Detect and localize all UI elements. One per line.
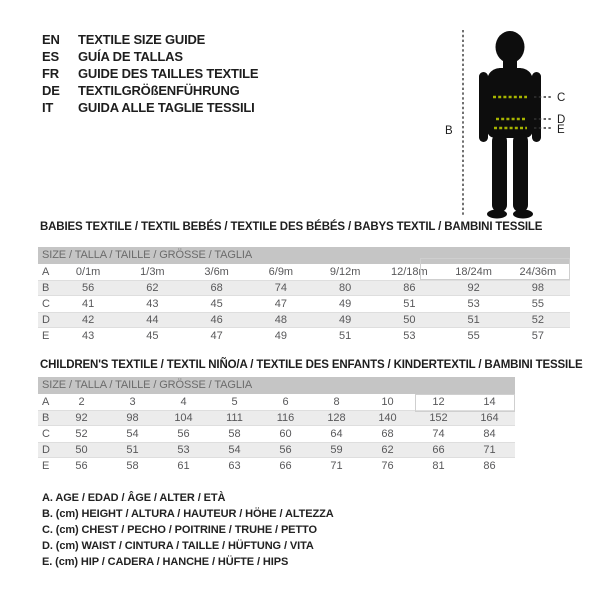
size-cell: 52 (531, 314, 544, 326)
size-cell: 66 (432, 444, 445, 456)
size-cell: 43 (82, 330, 95, 342)
table-row (38, 442, 515, 458)
size-cell: 42 (82, 314, 95, 326)
size-cell: 18/24m (455, 266, 492, 278)
measurement-legend (42, 490, 334, 570)
children-table-body (38, 394, 515, 474)
size-cell: 128 (327, 412, 346, 424)
language-row (42, 82, 258, 99)
hip-label: E (557, 124, 565, 136)
size-cell: 24/36m (519, 266, 557, 278)
language-row (42, 99, 258, 116)
size-cell: 9/12m (329, 266, 361, 278)
language-title-list (42, 31, 258, 116)
size-cell: 53 (467, 298, 480, 310)
size-cell: 49 (339, 298, 352, 310)
size-cell: 45 (210, 298, 223, 310)
language-code: IT (42, 100, 54, 115)
size-cell: 54 (228, 444, 241, 456)
size-cell: 81 (432, 460, 445, 472)
size-cell: 63 (228, 460, 241, 472)
size-cell: 50 (75, 444, 88, 456)
size-cell: 51 (339, 330, 352, 342)
guide-title: GUIDA ALLE TAGLIE TESSILI (78, 100, 255, 115)
size-cell: 52 (75, 428, 88, 440)
size-cell: 58 (126, 460, 139, 472)
size-cell: 104 (174, 412, 193, 424)
size-cell: 51 (126, 444, 139, 456)
table-row (38, 312, 570, 328)
size-cell: 53 (403, 330, 416, 342)
height-label: B (445, 125, 453, 137)
table-row (38, 426, 515, 442)
size-cell: 71 (483, 444, 496, 456)
babies-size-table (38, 247, 570, 344)
row-label: D (42, 444, 50, 456)
size-cell: 98 (531, 282, 544, 294)
size-cell: 116 (276, 412, 295, 424)
size-cell: 56 (75, 460, 88, 472)
size-cell: 47 (210, 330, 223, 342)
size-cell: 50 (403, 314, 416, 326)
table-row (38, 296, 570, 312)
size-cell: 3/6m (204, 266, 229, 278)
row-label: B (42, 412, 50, 424)
size-cell: 51 (467, 314, 480, 326)
size-cell: 0/1m (75, 266, 101, 278)
size-cell: 62 (381, 444, 394, 456)
chest-label: C (557, 92, 566, 104)
language-row (42, 31, 258, 48)
size-cell: 111 (226, 412, 243, 424)
language-row (42, 48, 258, 65)
language-row (42, 65, 258, 82)
size-cell: 80 (339, 282, 352, 294)
babies-table-body (38, 264, 570, 344)
size-cell: 14 (483, 396, 496, 408)
size-cell: 45 (146, 330, 159, 342)
row-label: A (42, 396, 50, 408)
measurement-figure (430, 6, 600, 234)
table-row (38, 328, 570, 344)
size-cell: 60 (279, 428, 292, 440)
size-cell: 56 (82, 282, 95, 294)
legend-item-waist: D. (cm) WAIST / CINTURA / TAILLE / HÜFTUNG / VITA (42, 540, 314, 552)
row-label: B (42, 282, 50, 294)
size-header-bar: SIZE / TALLA / TAILLE / GRÖSSE / TAGLIA (38, 377, 515, 394)
language-code: ES (42, 49, 59, 64)
size-cell: 5 (231, 396, 238, 408)
size-cell: 55 (531, 298, 544, 310)
row-label: C (42, 298, 50, 310)
size-cell: 58 (228, 428, 241, 440)
size-cell: 59 (330, 444, 343, 456)
size-cell: 68 (381, 428, 394, 440)
size-cell: 10 (381, 396, 394, 408)
guide-title: TEXTILE SIZE GUIDE (78, 32, 206, 47)
size-cell: 12/18m (391, 266, 428, 278)
size-cell: 46 (210, 314, 223, 326)
size-cell: 56 (177, 428, 190, 440)
size-cell: 53 (177, 444, 190, 456)
guide-title: GUIDE DES TAILLES TEXTILE (78, 66, 259, 81)
size-cell: 71 (330, 460, 343, 472)
size-cell: 47 (274, 298, 287, 310)
guide-title: GUÍA DE TALLAS (78, 49, 183, 64)
size-cell: 1/3m (140, 266, 165, 278)
size-cell: 4 (180, 396, 187, 408)
size-cell: 92 (75, 412, 88, 424)
size-cell: 84 (483, 428, 496, 440)
size-cell: 55 (467, 330, 480, 342)
children-section-title: CHILDREN'S TEXTILE / TEXTIL NIÑO/A / TEXTILE DES ENFANTS / KINDERTEXTIL / BAMBINI TESSILE (40, 359, 583, 371)
size-cell: 74 (274, 282, 287, 294)
language-code: EN (42, 32, 60, 47)
size-cell: 62 (146, 282, 159, 294)
size-cell: 41 (82, 298, 95, 310)
table-row (38, 264, 570, 280)
child-silhouette (479, 31, 541, 219)
size-cell: 2 (78, 396, 85, 408)
size-cell: 98 (126, 412, 139, 424)
size-cell: 44 (146, 314, 159, 326)
table-row (38, 280, 570, 296)
size-cell: 3 (129, 396, 136, 408)
size-cell: 57 (531, 330, 544, 342)
guide-title: TEXTILGRÖßENFÜHRUNG (78, 83, 240, 98)
size-cell: 54 (126, 428, 139, 440)
size-cell: 152 (429, 412, 448, 424)
size-cell: 12 (432, 396, 445, 408)
size-cell: 49 (274, 330, 287, 342)
child-silhouette-diagram (430, 6, 600, 234)
row-label: E (42, 460, 50, 472)
size-cell: 56 (279, 444, 292, 456)
language-code: DE (42, 83, 60, 98)
row-label: E (42, 330, 50, 342)
size-cell: 49 (339, 314, 352, 326)
size-cell: 64 (330, 428, 343, 440)
size-cell: 61 (177, 460, 190, 472)
size-cell: 68 (210, 282, 223, 294)
legend-item-hip: E. (cm) HIP / CADERA / HANCHE / HÜFTE / HIPS (42, 556, 289, 568)
waist-label: D (557, 114, 566, 126)
row-label: C (42, 428, 50, 440)
legend-item-age: A. AGE / EDAD / ÂGE / ALTER / ETÀ (42, 492, 226, 504)
size-cell: 86 (483, 460, 496, 472)
children-size-table (38, 377, 515, 474)
size-cell: 6/9m (268, 266, 294, 278)
size-cell: 164 (480, 412, 499, 424)
size-cell: 86 (403, 282, 416, 294)
table-row (38, 394, 515, 410)
size-header-bar: SIZE / TALLA / TAILLE / GRÖSSE / TAGLIA (38, 247, 570, 264)
size-cell: 8 (333, 396, 340, 408)
size-cell: 140 (378, 412, 397, 424)
legend-item-chest: C. (cm) CHEST / PECHO / POITRINE / TRUHE / PETTO (42, 524, 317, 536)
babies-section-title: BABIES TEXTILE / TEXTIL BEBÉS / TEXTILE DES BÉBÉS / BABYS TEXTIL / BAMBINI TESSILE (40, 221, 543, 233)
size-cell: 43 (146, 298, 159, 310)
size-cell: 48 (274, 314, 287, 326)
legend-item-height: B. (cm) HEIGHT / ALTURA / HAUTEUR / HÖHE / ALTEZZA (42, 508, 334, 520)
row-label: A (42, 266, 50, 278)
size-cell: 76 (381, 460, 394, 472)
size-cell: 6 (282, 396, 289, 408)
table-row (38, 410, 515, 426)
size-cell: 92 (467, 282, 480, 294)
row-label: D (42, 314, 50, 326)
size-cell: 74 (432, 428, 445, 440)
size-cell: 51 (403, 298, 416, 310)
language-code: FR (42, 66, 59, 81)
table-row (38, 458, 515, 474)
size-cell: 66 (279, 460, 292, 472)
